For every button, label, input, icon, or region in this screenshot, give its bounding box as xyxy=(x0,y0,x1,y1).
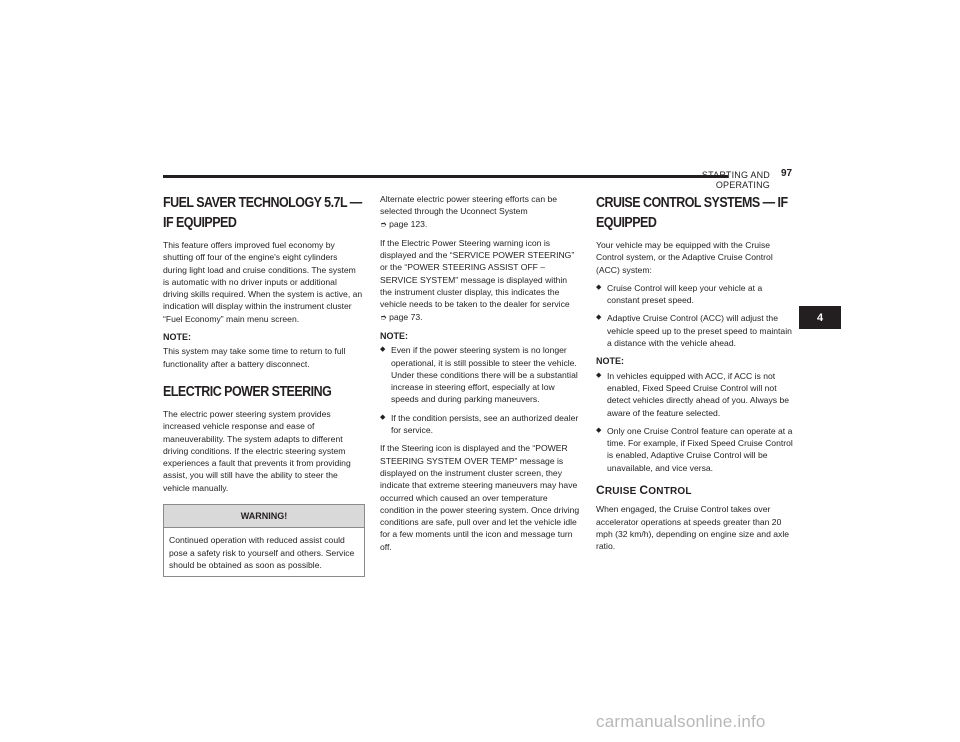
eps-heading: ELECTRIC POWER STEERING xyxy=(163,383,332,400)
list-item: ◆ Cruise Control will keep your vehicle at a constant preset speed. xyxy=(596,282,796,307)
column-middle xyxy=(380,193,580,559)
subheading-cap: C xyxy=(639,483,649,498)
fuel-saver-heading-line1: FUEL SAVER TECHNOLOGY 5.7L — xyxy=(163,195,362,211)
subheading-rest: RUISE xyxy=(604,486,640,498)
page-number: 97 xyxy=(781,168,793,179)
list-item: ◆ If the condition persists, see an authorized dealer for service. xyxy=(380,412,580,437)
column-left xyxy=(163,193,363,577)
list-item: ◆ Adaptive Cruise Control (ACC) will adjust the vehicle speed up to the preset speed to maintain a distance with the vehicle ahead. xyxy=(596,312,796,349)
chapter-tab[interactable]: 4 xyxy=(799,306,841,329)
watermark: carmanualsonline.info xyxy=(596,712,766,731)
eps-note-list xyxy=(380,344,580,436)
section-title: STARTING AND OPERATING xyxy=(701,170,770,190)
fuel-saver-heading xyxy=(163,193,363,233)
eps-efforts-text: Alternate electric power steering efforts can be selected through the Uconnect System xyxy=(380,194,558,217)
eps-note-label: NOTE: xyxy=(380,330,408,341)
eps-warning-text: If the Electric Power Steering warning icon is displayed and the “SERVICE POWER STEERING” or the “POWER STEERING ASSIST OFF – SERVICE SYSTEM” message is displayed within the instrument cluster display, this indicates the vehicle needs to be taken to the dealer for service xyxy=(380,237,575,310)
cruise-systems-heading: CRUISE CONTROL SYSTEMS — IF EQUIPPED xyxy=(596,195,788,231)
eps-warning-paragraph xyxy=(380,237,580,324)
fuel-saver-note-label: NOTE: xyxy=(163,332,191,343)
warning-title: WARNING! xyxy=(164,505,364,528)
fuel-saver-note-text: This system may take some time to return to full functionality after a battery disconnect. xyxy=(163,346,346,369)
page-ref-arrow-icon: ➮ xyxy=(380,219,387,229)
list-item: ◆ In vehicles equipped with ACC, if ACC is not enabled, Fixed Speed Cruise Control will not detect vehicles directly ahead of you. Always be aware of the feature selected. xyxy=(596,370,796,419)
eps-body: The electric power steering system provides increased vehicle response and ease of maneuverability. The system adapts to different driving conditions. If the electric steering system experiences a fault that prevents it from providing assist, you will still have the ability to steer the vehicle manually. xyxy=(163,408,351,493)
cruise-note-list xyxy=(596,370,796,474)
header-rule xyxy=(163,175,728,178)
column-right xyxy=(596,193,796,559)
fuel-saver-heading-line2: IF EQUIPPED xyxy=(163,215,237,231)
page-ref-link-73[interactable]: page 73. xyxy=(389,311,423,322)
warning-box xyxy=(163,504,365,577)
cruise-control-body: When engaged, the Cruise Control takes over accelerator operations at speeds greater than 20 mph (32 km/h), depending on engine size and axle ratio. xyxy=(596,504,790,552)
fuel-saver-body: This feature offers improved fuel economy by shutting off four of the engine's eight cylinders during light load and cruise conditions. The system is automatic with no driver inputs or additional driving skills required. When the system is active, an indication will display within the instrument cluster “Fuel Economy” main menu screen. xyxy=(163,240,363,324)
eps-efforts-paragraph xyxy=(380,193,580,231)
steering-over-temp-paragraph: If the Steering icon is displayed and the “POWER STEERING SYSTEM OVER TEMP” message is displayed on the instrument cluster screen, they indicate that extreme steering maneuvers may have occurred which caused an over temperature condition in the power steering system. Once driving conditions are safe, pull over and let the vehicle idle for a few moments until the icon and message turn off. xyxy=(380,443,580,552)
list-item: ◆ Even if the power steering system is no longer operational, it is still possible to steer the vehicle. Under these conditions there will be a substantial increase in steering effort, especially at low speeds and during parking maneuvers. xyxy=(380,344,580,405)
subheading-rest: ONTROL xyxy=(648,486,692,498)
cruise-system-list xyxy=(596,282,796,349)
cruise-control-subheading xyxy=(596,484,796,498)
cruise-note-label: NOTE: xyxy=(596,356,624,367)
warning-text: Continued operation with reduced assist could pose a safety risk to yourself and others. Service should be obtained as soon as possible. xyxy=(169,535,355,570)
list-item: ◆ Only one Cruise Control feature can operate at a time. For example, if Fixed Speed Cruise Control is enabled, Adaptive Cruise Control will be unavailable, and vice versa. xyxy=(596,425,796,474)
subheading-cap: C xyxy=(596,483,605,498)
page-ref-arrow-icon: ➮ xyxy=(380,312,387,322)
page-ref-link-123[interactable]: page 123. xyxy=(389,218,428,229)
cruise-intro: Your vehicle may be equipped with the Cruise Control system, or the Adaptive Cruise Control (ACC) system: xyxy=(596,240,773,275)
